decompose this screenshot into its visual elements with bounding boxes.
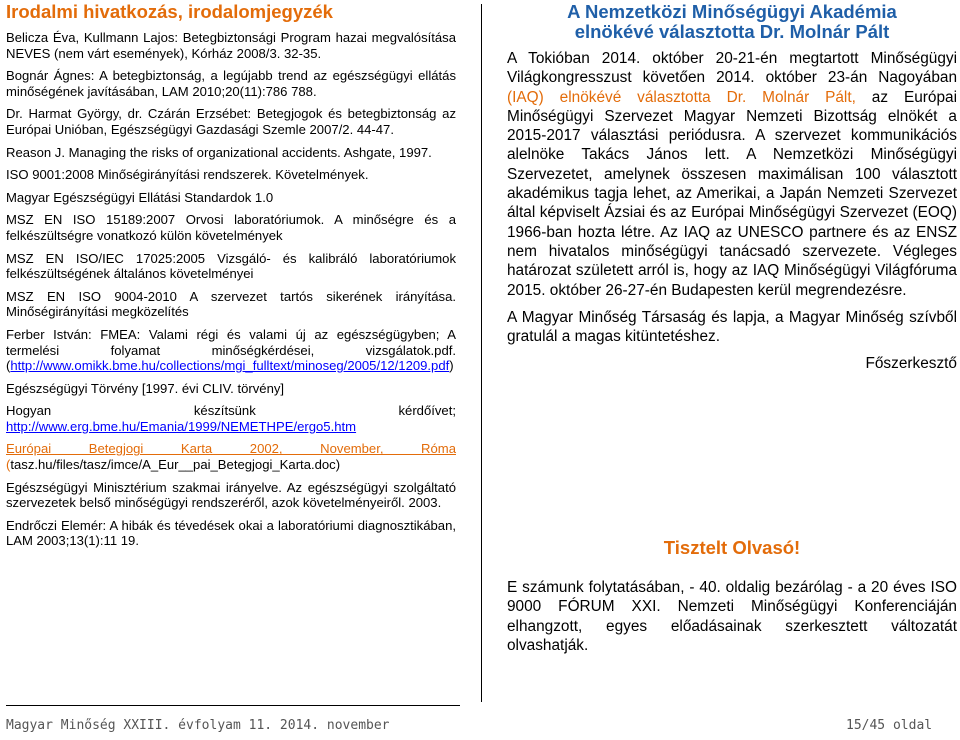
reference-item: Bognár Ágnes: A betegbiztonság, a legújabb trend az egészségügyi ellátás minőségének javításában, LAM 2010;20(11):786 788. [6,68,456,99]
news-highlight: (IAQ) elnökévé választotta Dr. Molnár Pált, [507,88,856,106]
footer-page-number: 15/45 oldal [846,718,933,733]
news-paragraph [507,49,957,300]
greeting-title: Tisztelt Olvasó! [663,537,801,558]
column-divider [481,4,482,702]
reference-item: Egészségügyi Törvény [1997. évi CLIV. törvény] [6,380,285,396]
news-column [507,2,957,374]
reference-item: Magyar Egészségügyi Ellátási Standardok 1.0 [6,189,274,205]
reference-item-hogyan [6,403,456,434]
ferber-open-paren: ( [6,358,11,374]
footer-rule [6,705,460,706]
ferber-link[interactable]: http://www.omikk.bme.hu/collections/mgi_fulltext/minoseg/2005/12/1209.pdf [10,358,450,374]
reference-item: MSZ EN ISO 15189:2007 Orvosi laboratóriumok. A minőségre és a felkészültségre vonatkozó külön követelmények [6,212,456,243]
reference-item-karta [6,441,456,472]
reference-item: MSZ EN ISO/IEC 17025:2005 Vizsgáló- és kalibráló laboratóriumok felkészültségének általános követelményei [6,250,456,282]
reference-item: ISO 9001:2008 Minőségirányítási rendszerek. Követelmények. [6,167,369,183]
karta-url: tasz.hu/files/tasz/imce/A_Eur__pai_Betegjogi_Karta.doc) [10,457,341,473]
news-title [507,2,957,42]
greeting-text: E számunk folytatásában, - 40. oldalig bezárólag - a 20 éves ISO 9000 FÓRUM XXI. Nemzeti Minőségügyi Konferenciáján elhangzott, egyes előadásainak szerkesztett változatát olvashatják. [507,579,957,654]
congrats-paragraph: A Magyar Minőség Társaság és lapja, a Magyar Minőség szívből gratulál a magas kitüntetéshez. [507,308,957,346]
news-text-b: az Európai Minőségügyi Szervezet Magyar Nemzeti Bizottság elnökét a 2015-2017 választási periódusra. A szervezet kommunikációs alelnöke Takács János lett. A Nemzetközi Minőségügyi Szervezetet, amelynek összesen maximálisan 100 választott akadémikus tagja lehet, az Amerikai, a Japán Nemzeti Szervezet által képviselt Ázsiai és az Európai Minőségügyi Szervezet (EOQ) 1966-ban hozta létre. Az IAQ az UNESCO partnere és az ENSZ nem hivatalos minőségügyi tanácsadó szervezete. Végleges határozat született arról is, hogy az IAQ Minőségügyi Világfóruma 2015. október 26-27-én Budapesten kerül megrendezésre. [507,88,957,299]
references-title: Irodalmi hivatkozás, irodalomjegyzék [6,1,333,22]
karta-open-paren: ( [6,457,11,473]
footer-publication: Magyar Minőség XXIII. évfolyam 11. 2014. november [6,718,390,733]
reference-item: Belicza Éva, Kullmann Lajos: Betegbiztonsági Program hazai megvalósítása NEVES (nem várt események), Kórház 2008/3. 32-35. [6,30,456,61]
hogyan-text: Hogyan készítsünk kérdőívet; [6,403,456,419]
news-title-line2: elnökévé választotta Dr. Molnár Pált [574,21,890,42]
hogyan-link[interactable]: http://www.erg.bme.hu/Emania/1999/NEMETHPE/ergo5.htm [6,418,357,434]
signature: Főszerkesztő [865,355,957,373]
ferber-text: Ferber István: FMEA: Valami régi és valami új az egészségügyben; A termelési folyamat minőségkérdései, vizsgálatok.pdf. [6,326,456,358]
reference-item-ferber [6,327,456,374]
reference-item: MSZ EN ISO 9004-2010 A szervezet tartós sikerének irányítása. Minőségirányítási megközelítés [6,288,456,320]
reference-item: Endrőczi Elemér: A hibák és tévedések okai a laboratóriumi diagnosztikában, LAM 2003;13(1):11 19. [6,517,456,549]
reference-item: Egészségügyi Minisztérium szakmai irányelve. Az egészségügyi szolgáltató szervezetek belső minőségügyi rendszeréről, azok követelményeiről. 2003. [6,479,456,511]
news-text-a: A Tokióban 2014. október 20-21-én megtartott Minőségügyi Világkongresszust követően 2014. október 23-án Nagoyában [507,50,957,87]
reference-item: Reason J. Managing the risks of organizational accidents. Ashgate, 1997. [6,144,432,160]
news-title-line1: A Nemzetközi Minőségügyi Akadémia [567,1,897,22]
reference-column [6,2,456,556]
ferber-close-paren: ) [449,358,454,374]
karta-title[interactable]: Európai Betegjogi Karta 2002, November, Róma [6,441,456,457]
reference-item: Dr. Harmat György, dr. Czárán Erzsébet: Betegjogok és betegbiztonság az Európai Unióban, Egészségügyi Gazdasági Szemle 2007/2. 44-47. [6,106,456,137]
